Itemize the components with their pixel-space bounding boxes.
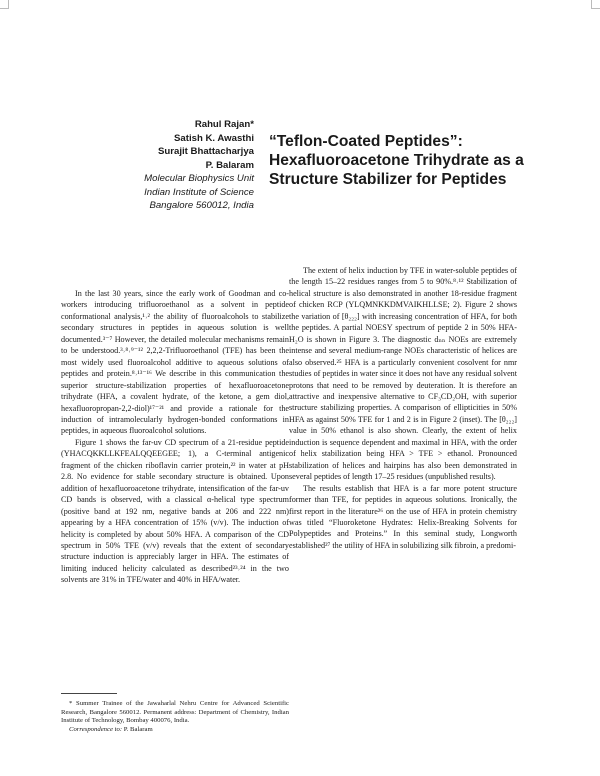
author-block [54,118,254,213]
crop-mark-right [591,0,600,9]
paragraph-figure-1: Figure 1 shows the far-uv CD spectrum of a 21-residue peptide (YHACQKKLLKFEALQQEEGEE; 1), a C-terminal antigenic fragment of the chicken riboflavin carrier protein,²² in water at pH 2.8. No evidence for stable secondary structure is obtained. Upon addition of hexafluoroacetone trihydrate, intensification of the far-uv CD bands is observed, with a classical α-helical type spectrum (positive band at 192 nm, negative bands at 206 and 222 nm) appearing by a HFA concentration of 15% (v/v). The induction of helicity is completed by about 50% HFA. A comparison of the CD spectrum in 50% TFE (v/v) reveals that the extent of secondary structure induction is appreciably larger in HFA. The estimates of limiting induced helicity calculated as described²³˒²⁴ in the two solvents are 31% in TFE/water and 40% in HFA/water. [61,437,289,585]
author-2: Satish K. Awasthi [174,132,254,144]
paragraph-intro: In the last 30 years, since the early work of Goodman and co-workers introducing trifluoroethanol as a solvent in peptide conformational analysis,¹˒² the ability of fluoroalcohols to stabilize secondary structures in peptides in aqueous solution is well documented.³⁻⁷ However, the detailed molecular mechanisms remain to be understood.³˒⁸˒⁹⁻¹² 2,2,2-Trifluoroethanol (TFE) has been the most widely used fluoroalcohol additive to aqueous solutions of peptides and protein.⁸˒¹³⁻¹⁶ We describe in this communication the superior structure-stabilization properties of hexafluoroacetone trihydrate (HFA, a covalent hydrate, of the ketone, a gem diol, hexafluoropropan-2,2-diol)¹⁷⁻²¹ and provide a rationale for the induction of intramolecularly hydrogen-bonded conformations in peptides, in aqueous fluoroalcohol solutions. [61,289,289,436]
affiliation-line-2: Indian Institute of Science [144,186,254,198]
footnote-text: * Summer Trainee of the Jawaharlal Nehru Centre for Advanced Scientific Research, Bangalore 560012. Permanent address: Department of Chemistry, Indian Institute of Technology, Bombay 400076, India. [61,700,289,725]
correspondence-name: P. Balaram [123,725,153,733]
column-left [61,288,289,586]
correspondence-label: Correspondence to: [69,725,123,733]
paragraph-results: The results establish that HFA is a far more potent structure former than TFE, for peptides in aqueous solutions. Ironically, the first report in the literature²⁶ on the use of HFA in protein chemistry was titled “Fluoroketone Hydrates: Helix-Breaking Solvents for Polypeptides and Proteins.” In this seminal study, Longworth established²⁷ the utility of HFA in solubilizing silk fibroin, a predomi- [289,483,517,550]
affiliation-line-1: Molecular Biophysics Unit [144,173,254,184]
affiliation-line-3: Bangalore 560012, India [149,200,254,211]
column-right [289,265,517,551]
footnote-rule [61,693,117,694]
correspondence [61,726,289,735]
author-4: P. Balaram [205,159,254,171]
article-title: “Teflon-Coated Peptides”: Hexafluoroacetone Trihydrate as a Structure Stabilizer for Peptides [269,133,524,188]
author-3: Surajit Bhattacharjya [158,146,254,157]
author-1: Rahul Rajan* [194,119,254,130]
footnote [61,700,289,734]
paragraph-helix-induction: The extent of helix induction by TFE in water-soluble peptides of the length 15–22 residues ranges from 5 to 90%.⁸˒¹² Stabilization of helical structure is also demonstrated in another 18-residue fragment of chicken RCP (YLQMNKKDMVAIKHLLSE; 2). Figure 2 shows the variation of [θ₂₂₂] with increasing concentration of HFA, for both the peptides. A partial NOESY spectrum of peptide 2 in 50% HFA-H₂O is shown in Figure 3. The diagnostic dₙₙ NOEs are extremely intense and several medium-range NOEs characteristic of helices are also observed.²⁵ HFA is a particularly convenient cosolvent for nmr studies of peptides in water since it does not have any residual solvent protons that need to be removed by deuteration. It is therefore an attractive and inexpensive alternative to CF₃CD₂OH, with superior structure stabilizing properties. A comparison of ellipticities in 50% HFA as against 50% TFE for 1 and 2 is in Figure 2 (inset). The [θ₂₂₂] value in 50% ethanol is also shown. Clearly, the extent of helix induction is sequence dependent and maximal in HFA, with the order of helix stabilization being HFA > TFE > ethanol. Pronounced stabilization of helices and hairpins has also been demonstrated in several peptides of length 17–25 residues (unpublished results). [289,266,517,482]
crop-mark-left [0,0,9,9]
